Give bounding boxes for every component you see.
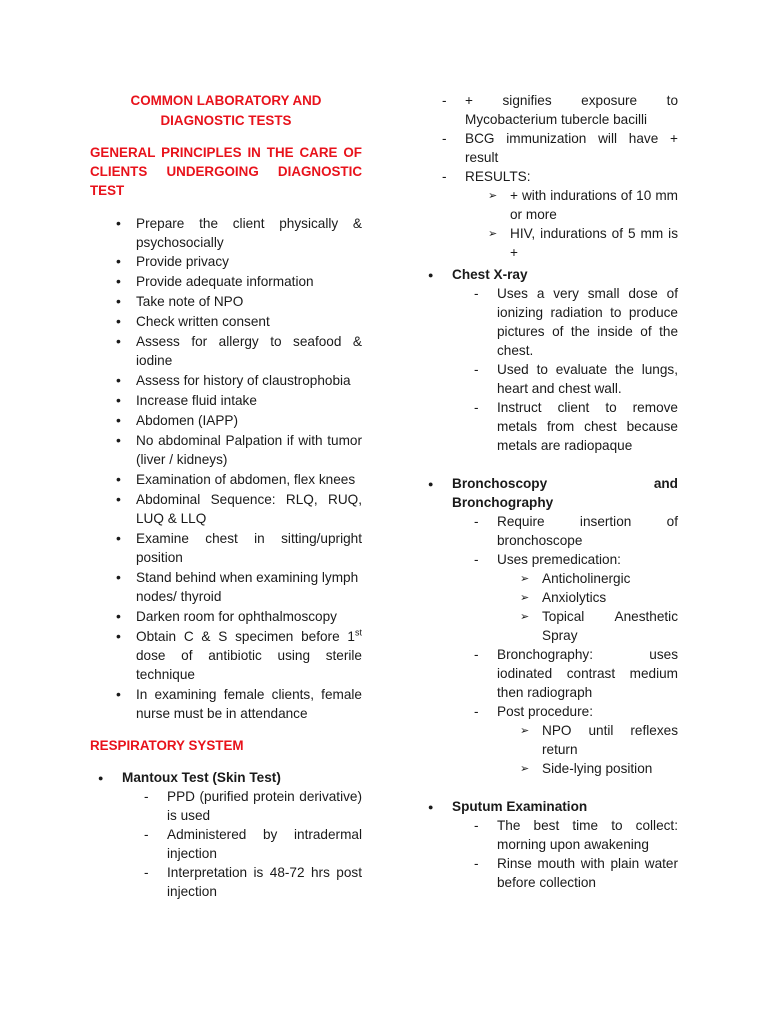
bronchoscopy-list xyxy=(420,512,678,569)
topic-title: ● Sputum Examination xyxy=(452,799,588,814)
list-item: • Provide adequate information xyxy=(90,272,362,291)
general-principles-heading: GENERAL PRINCIPLES IN THE CARE OF CLIENTS UNDERGOING DIAGNOSTIC TEST xyxy=(90,145,362,198)
topic-mantoux xyxy=(90,768,362,901)
list-item: • No abdominal Palpation if with tumor (liver / kidneys) xyxy=(90,431,362,469)
list-item: • Examination of abdomen, flex knees xyxy=(90,470,362,489)
list-item: • Increase fluid intake xyxy=(90,391,362,410)
respiratory-topics-right xyxy=(420,265,678,892)
list-item: • Abdomen (IAPP) xyxy=(90,411,362,430)
list-item: - Uses a very small dose of ionizing radiation to produce pictures of the inside of the chest. xyxy=(420,284,678,360)
document-title: COMMON LABORATORY AND DIAGNOSTIC TESTS xyxy=(130,93,322,128)
mantoux-list xyxy=(90,787,362,901)
list-item: - Administered by intradermal injection xyxy=(90,825,362,863)
list-item: - Used to evaluate the lungs, heart and chest wall. xyxy=(420,360,678,398)
list-item-text: Obtain C & S specimen before 1 xyxy=(136,629,355,644)
list-item: ➢ Topical Anesthetic Spray xyxy=(420,607,678,645)
list-item: • Assess for allergy to seafood & iodine xyxy=(90,332,362,370)
list-item-text-tail: dose of antibiotic using sterile technique xyxy=(136,648,362,682)
list-item: - BCG immunization will have + result xyxy=(388,129,678,167)
topic-title: ● Chest X-ray xyxy=(452,267,528,282)
list-item: ➢ HIV, indurations of 5 mm is + xyxy=(388,224,678,262)
mantoux-results-list xyxy=(388,186,678,262)
mantoux-list-continued xyxy=(388,91,678,186)
list-item: ➢ NPO until reflexes return xyxy=(420,721,678,759)
chest-xray-list xyxy=(420,284,678,455)
list-item: • Take note of NPO xyxy=(90,292,362,311)
list-item: • Prepare the client physically & psychosocially xyxy=(90,214,362,252)
sputum-list xyxy=(420,816,678,892)
list-item: • Stand behind when examining lymph nodes/ thyroid xyxy=(90,568,362,606)
general-principles-list xyxy=(90,214,362,723)
list-item: • Check written consent xyxy=(90,312,362,331)
list-item: ➢ Side-lying position xyxy=(420,759,678,778)
left-column xyxy=(90,91,362,901)
premedication-list xyxy=(420,569,678,645)
topic-sputum xyxy=(420,797,678,892)
list-item: - Post procedure: xyxy=(420,702,678,721)
list-item: - Interpretation is 48-72 hrs post injection xyxy=(90,863,362,901)
bronchoscopy-list-continued xyxy=(420,645,678,721)
list-item: - RESULTS: xyxy=(388,167,678,186)
list-item: - The best time to collect: morning upon awakening xyxy=(420,816,678,854)
post-procedure-list xyxy=(420,721,678,778)
list-item: • Assess for history of claustrophobia xyxy=(90,371,362,390)
list-item: ➢ Anticholinergic xyxy=(420,569,678,588)
list-item: - Instruct client to remove metals from chest because metals are radiopaque xyxy=(420,398,678,455)
list-item: • Provide privacy xyxy=(90,252,362,271)
topic-chest-xray xyxy=(420,265,678,455)
list-item: ➢ + with indurations of 10 mm or more xyxy=(388,186,678,224)
list-item: - Uses premedication: xyxy=(420,550,678,569)
list-item: - PPD (purified protein derivative) is used xyxy=(90,787,362,825)
right-column xyxy=(420,91,678,892)
list-item: - + signifies exposure to Mycobacterium tubercle bacilli xyxy=(388,91,678,129)
list-item: - Require insertion of bronchoscope xyxy=(420,512,678,550)
list-item: • Examine chest in sitting/upright position xyxy=(90,529,362,567)
list-item: • Abdominal Sequence: RLQ, RUQ, LUQ & LLQ xyxy=(90,490,362,528)
topic-bronchoscopy xyxy=(420,474,678,778)
respiratory-system-heading: RESPIRATORY SYSTEM xyxy=(90,738,244,753)
topic-title: ● Mantoux Test (Skin Test) xyxy=(122,770,281,785)
list-item: ➢ Anxiolytics xyxy=(420,588,678,607)
topic-title: ● Bronchoscopy and Bronchography xyxy=(452,476,678,510)
superscript: st xyxy=(354,627,362,638)
list-item: • In examining female clients, female nurse must be in attendance xyxy=(90,685,362,723)
list-item-c-s-specimen xyxy=(90,627,362,684)
list-item: • Darken room for ophthalmoscopy xyxy=(90,607,362,626)
respiratory-topics-left xyxy=(90,768,362,901)
list-item: - Bronchography: uses iodinated contrast medium then radiograph xyxy=(420,645,678,702)
list-item: - Rinse mouth with plain water before collection xyxy=(420,854,678,892)
